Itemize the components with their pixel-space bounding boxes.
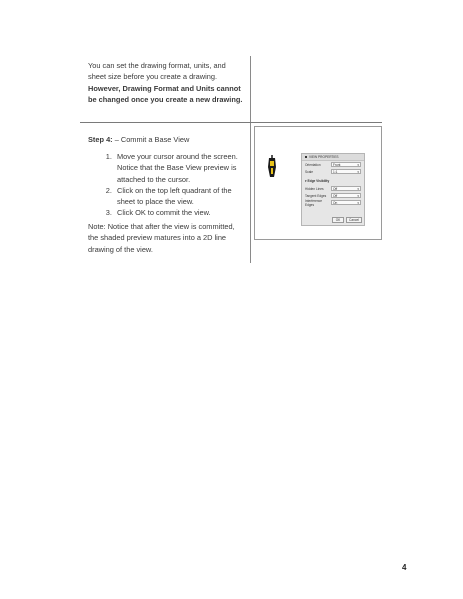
base-view-preview-icon [266,155,278,179]
scale-row [305,169,361,174]
intro-paragraph [88,60,248,105]
list-item [114,207,253,218]
table-row-rule [80,122,382,123]
interference-edges-select[interactable] [331,200,361,205]
interference-edges-row [305,200,361,205]
note-paragraph [88,221,253,255]
scale-select[interactable] [331,169,361,174]
list-item-line: Notice that the Base View preview is [117,163,237,173]
tangent-edges-select[interactable] [331,193,361,198]
list-item [114,185,253,208]
step-heading [88,134,248,145]
intro-warning-2: be changed once you create a new drawing. [88,94,243,104]
chevron-down-icon: ▾ [357,193,359,198]
chevron-down-icon: ▾ [357,162,359,167]
scale-value: 1:1 [333,169,338,174]
hidden-lines-select[interactable] [331,186,361,191]
view-properties-panel [301,153,365,226]
list-item-line: sheet to place the view. [117,197,194,207]
tangent-edges-value: Off [333,193,338,198]
cancel-button[interactable]: Cancel [346,217,362,223]
orientation-row [305,162,361,167]
triangle-down-icon: ▾ [305,178,307,183]
hidden-lines-label: Hidden Lines [305,186,324,191]
list-item-line: 3. Click OK to commit the view. [117,208,211,218]
page-number: 4 [402,563,407,572]
orientation-select[interactable] [331,162,361,167]
orientation-label: Orientation [305,162,321,167]
step-title: – Commit a Base View [112,135,190,144]
edge-visibility-section[interactable] [305,178,329,183]
hidden-lines-row [305,186,361,191]
note-line-2: the shaded preview matures into a 2D line [88,233,227,243]
step-number: Step 4: [88,135,113,144]
panel-title: VIEW PROPERTIES [309,155,339,159]
tangent-edges-label: Tangent Edges [305,193,327,198]
intro-line-1: You can set the drawing format, units, and [88,61,226,70]
tangent-edges-row [305,193,361,198]
chevron-down-icon: ▾ [357,200,359,205]
note-line-1: Note: Notice that after the view is committed, [88,222,235,231]
step-list [88,151,253,219]
chevron-down-icon: ▾ [357,186,359,191]
list-item [114,151,253,185]
intro-line-2: sheet size before you create a drawing. [88,72,218,82]
panel-header [302,154,364,161]
chevron-down-icon: ▾ [357,169,359,174]
ok-button[interactable]: OK [332,217,344,223]
hidden-lines-value: Off [333,186,338,191]
intro-warning-1: However, Drawing Format and Units cannot [88,83,241,93]
interference-edges-value: On [333,200,338,205]
note-line-3: drawing of the view. [88,244,153,254]
table-divider-top [250,56,251,122]
list-item-line: 1. Move your cursor around the screen. [117,152,238,161]
collapse-icon[interactable] [305,156,307,158]
section-title: Edge Visibility [307,178,330,183]
list-item-line: 2. Click on the top left quadrant of the [117,185,232,195]
scale-label: Scale [305,169,313,174]
orientation-value: Front [333,162,341,167]
list-item-line: attached to the cursor. [117,174,191,184]
interference-edges-label: Interference Edges [305,198,323,207]
